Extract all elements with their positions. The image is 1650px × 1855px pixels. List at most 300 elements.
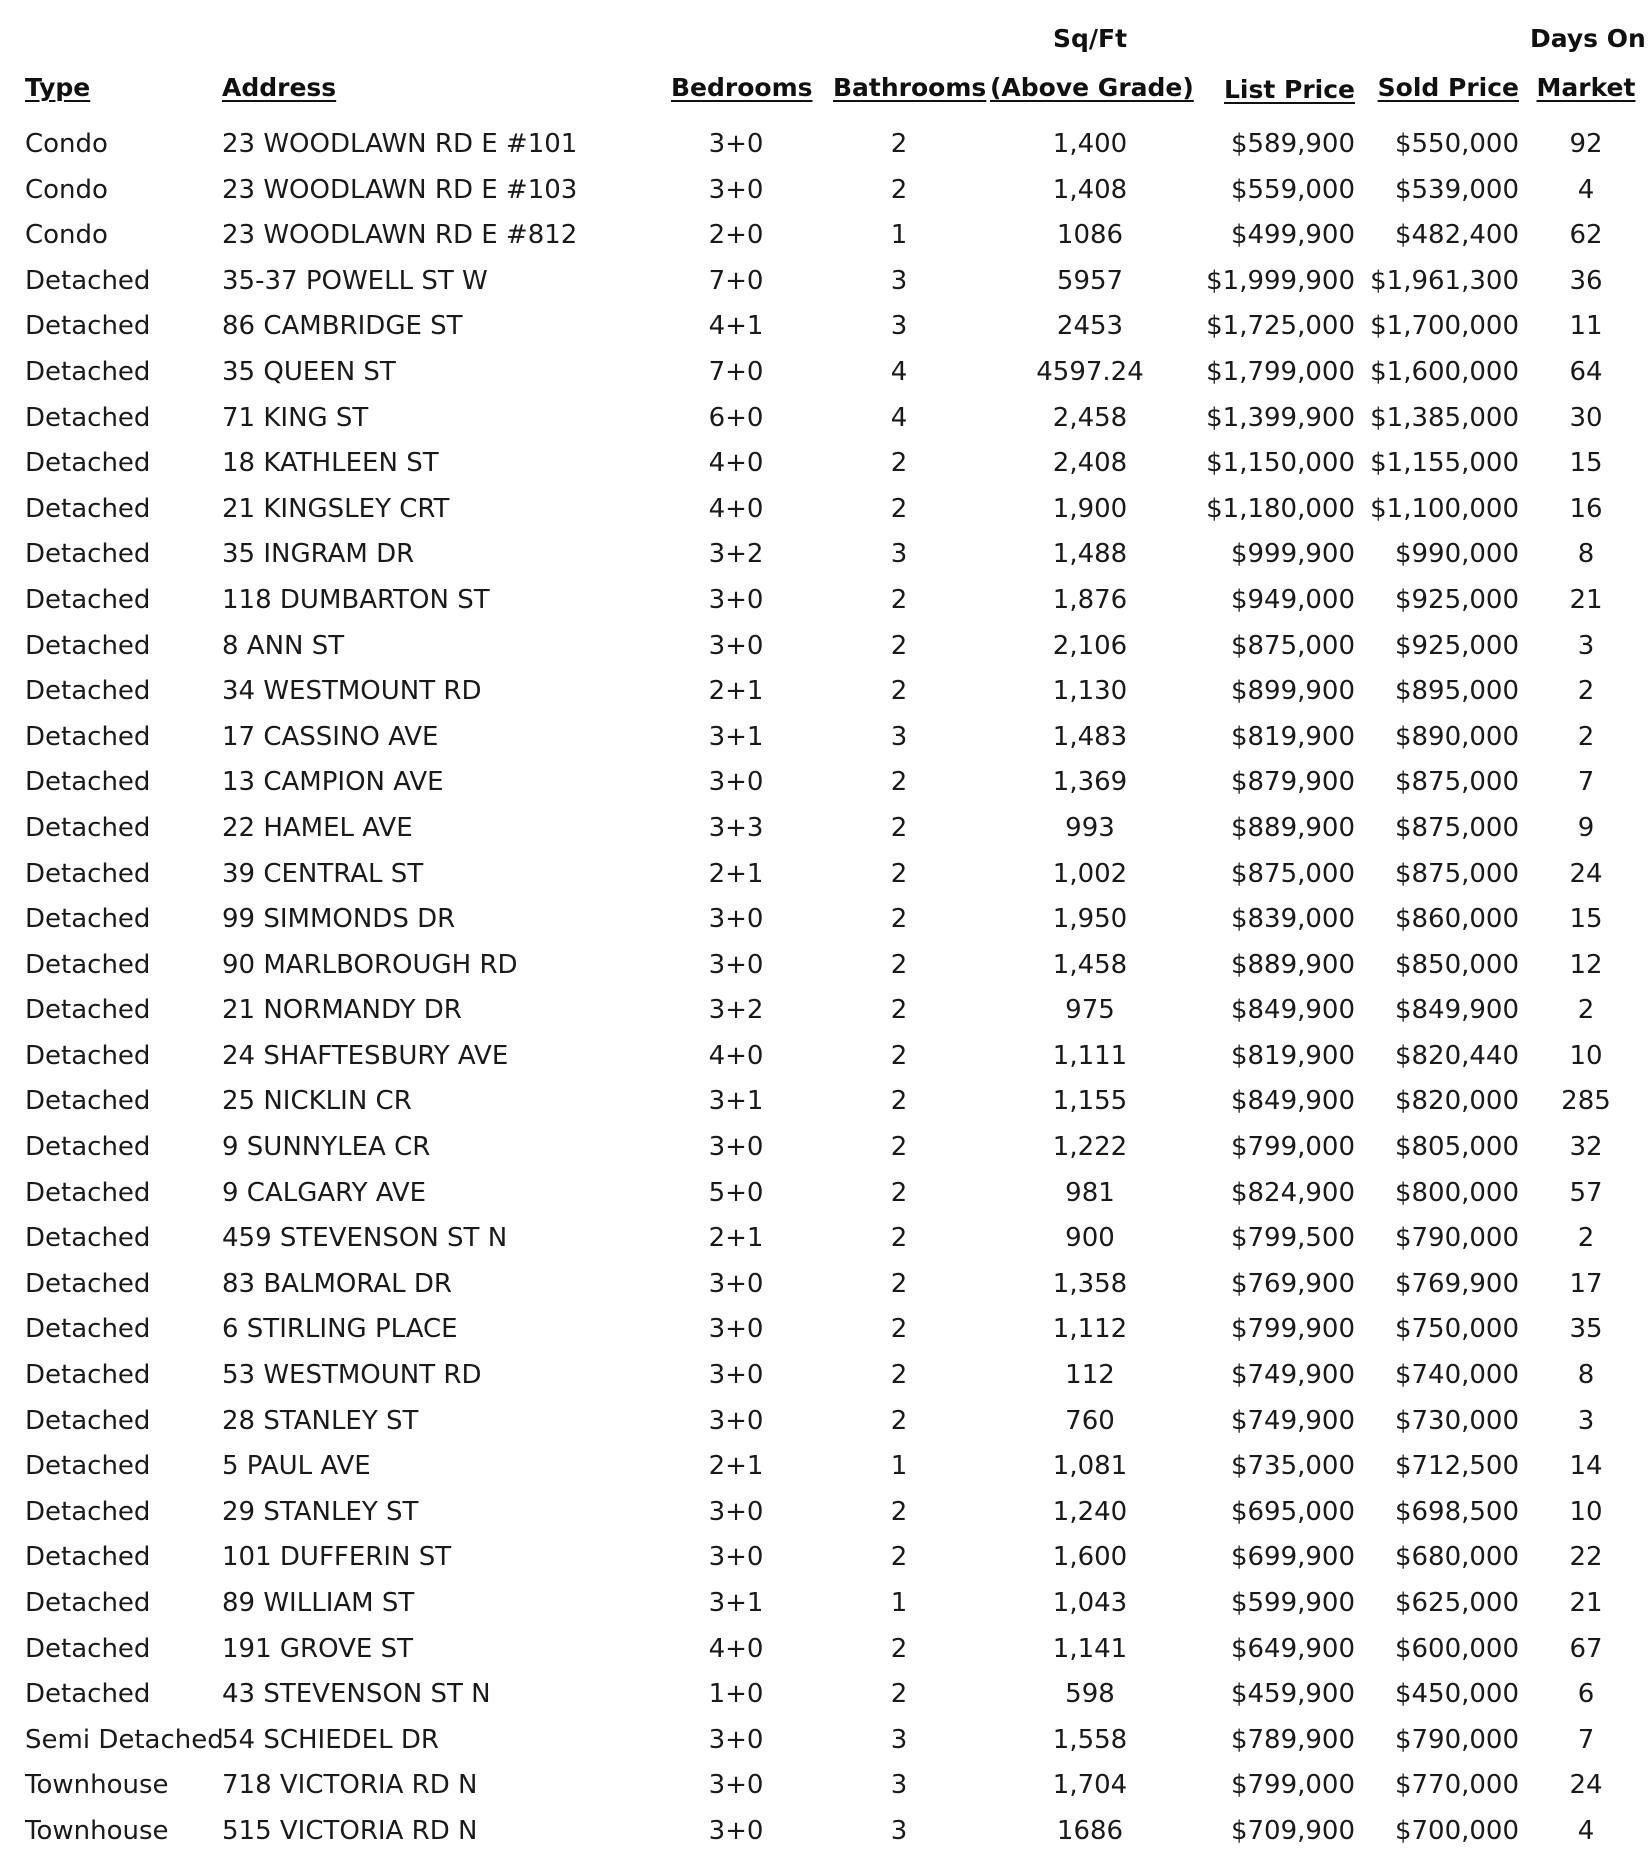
cell-address: 17 CASSINO AVE	[222, 721, 439, 752]
table-row	[0, 1490, 1650, 1536]
table-body	[0, 122, 1650, 1855]
cell-sold-price: $925,000	[1394, 630, 1519, 661]
cell-sold-price: $550,000	[1394, 129, 1519, 159]
cell-sqft: 1,112	[1052, 1314, 1128, 1345]
cell-sold-price: $850,000	[1394, 949, 1519, 980]
table-row	[0, 1718, 1650, 1764]
cell-sqft: 1,900	[1052, 493, 1128, 524]
cell-bathrooms: 2	[890, 129, 908, 159]
cell-type: Detached	[25, 1360, 151, 1391]
cell-list-price: $709,900	[1230, 1815, 1355, 1846]
cell-bathrooms: 3	[890, 1815, 908, 1846]
table-row	[0, 532, 1650, 578]
cell-type: Detached	[25, 1223, 151, 1254]
cell-bathrooms: 3	[890, 1770, 908, 1801]
cell-address: 53 WESTMOUNT RD	[222, 1360, 482, 1391]
cell-bathrooms: 3	[890, 265, 908, 296]
cell-type: Detached	[25, 1314, 151, 1345]
cell-address: 35 INGRAM DR	[222, 539, 415, 570]
cell-sqft: 981	[1065, 1177, 1115, 1208]
cell-list-price: $875,000	[1230, 630, 1355, 661]
cell-bedrooms: 3+0	[708, 904, 764, 935]
cell-address: 99 SIMMONDS DR	[222, 904, 456, 935]
cell-sqft: 900	[1065, 1223, 1115, 1254]
cell-bathrooms: 2	[890, 1223, 908, 1254]
cell-type: Detached	[25, 584, 151, 615]
cell-bathrooms: 2	[890, 584, 908, 615]
cell-type: Detached	[25, 1633, 151, 1664]
cell-sqft: 975	[1065, 995, 1115, 1026]
cell-list-price: $695,000	[1230, 1496, 1355, 1527]
cell-days-on-market: 64	[1569, 356, 1603, 387]
table-row	[0, 1125, 1650, 1171]
cell-list-price: $999,900	[1230, 539, 1355, 570]
cell-bedrooms: 7+0	[708, 356, 764, 387]
cell-sqft: 1,369	[1052, 767, 1128, 798]
cell-bedrooms: 3+2	[708, 995, 764, 1026]
cell-days-on-market: 15	[1569, 448, 1603, 479]
cell-address: 515 VICTORIA RD N	[222, 1815, 478, 1846]
cell-bedrooms: 3+1	[708, 1086, 764, 1117]
cell-bedrooms: 3+0	[708, 767, 764, 798]
table-row	[0, 1262, 1650, 1308]
cell-sold-price: $1,700,000	[1370, 311, 1519, 342]
cell-address: 21 KINGSLEY CRT	[222, 493, 450, 524]
cell-sold-price: $849,900	[1394, 995, 1519, 1026]
table-row	[0, 943, 1650, 989]
cell-address: 25 NICKLIN CR	[222, 1086, 412, 1117]
cell-bedrooms: 3+0	[708, 1815, 764, 1846]
table-row	[0, 350, 1650, 396]
cell-bathrooms: 2	[890, 1360, 908, 1391]
cell-sqft: 1,358	[1052, 1268, 1128, 1299]
cell-address: 35-37 POWELL ST W	[222, 265, 488, 296]
cell-sold-price: $1,100,000	[1370, 493, 1519, 524]
cell-address: 18 KATHLEEN ST	[222, 448, 439, 479]
cell-sold-price: $890,000	[1394, 721, 1519, 752]
cell-type: Detached	[25, 1040, 151, 1071]
cell-type: Detached	[25, 1132, 151, 1163]
table-row	[0, 1763, 1650, 1809]
cell-days-on-market: 92	[1569, 129, 1603, 159]
cell-sold-price: $450,000	[1394, 1679, 1519, 1710]
cell-sqft: 1,458	[1052, 949, 1128, 980]
cell-bedrooms: 3+0	[708, 1132, 764, 1163]
cell-sqft: 1086	[1056, 220, 1124, 251]
cell-bathrooms: 2	[890, 1086, 908, 1117]
cell-sold-price: $680,000	[1394, 1542, 1519, 1573]
cell-list-price: $749,900	[1230, 1405, 1355, 1436]
cell-bathrooms: 2	[890, 995, 908, 1026]
cell-sqft: 993	[1065, 812, 1115, 843]
cell-days-on-market: 10	[1569, 1496, 1603, 1527]
cell-list-price: $799,000	[1230, 1770, 1355, 1801]
cell-sqft: 598	[1065, 1679, 1115, 1710]
header-sqft-line1: Sq/Ft	[1052, 24, 1128, 53]
cell-type: Detached	[25, 676, 151, 707]
cell-bedrooms: 3+0	[708, 630, 764, 661]
header-list-price-label: List Price	[1223, 75, 1355, 104]
cell-sold-price: $730,000	[1394, 1405, 1519, 1436]
cell-list-price: $499,900	[1230, 220, 1355, 251]
cell-sold-price: $895,000	[1394, 676, 1519, 707]
cell-address: 86 CAMBRIDGE ST	[222, 311, 463, 342]
cell-type: Detached	[25, 356, 151, 387]
cell-address: 13 CAMPION AVE	[222, 767, 444, 798]
cell-list-price: $1,799,000	[1206, 356, 1355, 387]
cell-bedrooms: 4+1	[708, 311, 764, 342]
cell-bathrooms: 2	[890, 904, 908, 935]
cell-days-on-market: 10	[1569, 1040, 1603, 1071]
cell-days-on-market: 7	[1577, 1724, 1595, 1755]
cell-days-on-market: 3	[1577, 1405, 1595, 1436]
cell-address: 24 SHAFTESBURY AVE	[222, 1040, 509, 1071]
cell-days-on-market: 21	[1569, 584, 1603, 615]
cell-sqft: 1,155	[1052, 1086, 1128, 1117]
cell-address: 6 STIRLING PLACE	[222, 1314, 458, 1345]
cell-days-on-market: 67	[1569, 1633, 1603, 1664]
cell-list-price: $889,900	[1230, 949, 1355, 980]
table-row	[0, 304, 1650, 350]
cell-sqft: 112	[1065, 1360, 1115, 1391]
cell-address: 23 WOODLAWN RD E #812	[222, 220, 578, 251]
cell-bedrooms: 3+0	[708, 949, 764, 980]
cell-type: Townhouse	[25, 1770, 169, 1801]
header-type	[25, 73, 90, 102]
cell-type: Detached	[25, 1679, 151, 1710]
cell-bathrooms: 4	[890, 402, 908, 433]
cell-days-on-market: 4	[1577, 1815, 1595, 1846]
cell-list-price: $1,725,000	[1206, 311, 1355, 342]
cell-list-price: $849,900	[1230, 995, 1355, 1026]
cell-address: 5 PAUL AVE	[222, 1451, 371, 1482]
cell-sold-price: $750,000	[1394, 1314, 1519, 1345]
header-days-on-market-line2	[1530, 73, 1642, 102]
cell-bedrooms: 3+1	[708, 721, 764, 752]
cell-type: Detached	[25, 493, 151, 524]
cell-sold-price: $925,000	[1394, 584, 1519, 615]
table-row	[0, 259, 1650, 305]
cell-days-on-market: 2	[1577, 995, 1595, 1026]
cell-bathrooms: 2	[890, 1177, 908, 1208]
cell-sold-price: $860,000	[1394, 904, 1519, 935]
header-bedrooms	[671, 73, 813, 102]
table-row	[0, 441, 1650, 487]
cell-list-price: $789,900	[1230, 1724, 1355, 1755]
cell-address: 23 WOODLAWN RD E #101	[222, 129, 578, 159]
cell-days-on-market: 17	[1569, 1268, 1603, 1299]
cell-sold-price: $769,900	[1394, 1268, 1519, 1299]
cell-sold-price: $790,000	[1394, 1223, 1519, 1254]
cell-list-price: $949,000	[1230, 584, 1355, 615]
table-row	[0, 1079, 1650, 1125]
cell-bedrooms: 2+1	[708, 676, 764, 707]
cell-bathrooms: 2	[890, 630, 908, 661]
cell-bedrooms: 3+0	[708, 1314, 764, 1345]
cell-address: 29 STANLEY ST	[222, 1496, 419, 1527]
cell-days-on-market: 21	[1569, 1588, 1603, 1618]
cell-list-price: $749,900	[1230, 1360, 1355, 1391]
cell-list-price: $559,000	[1230, 174, 1355, 205]
cell-list-price: $599,900	[1230, 1588, 1355, 1618]
cell-bathrooms: 1	[890, 1588, 908, 1618]
table-row	[0, 1672, 1650, 1718]
table-row	[0, 487, 1650, 533]
cell-bathrooms: 2	[890, 174, 908, 205]
cell-days-on-market: 6	[1577, 1679, 1595, 1710]
table-row	[0, 1034, 1650, 1080]
cell-address: 89 WILLIAM ST	[222, 1588, 415, 1618]
cell-address: 35 QUEEN ST	[222, 356, 396, 387]
cell-bedrooms: 3+0	[708, 1405, 764, 1436]
cell-address: 43 STEVENSON ST N	[222, 1679, 491, 1710]
cell-days-on-market: 32	[1569, 1132, 1603, 1163]
cell-list-price: $1,150,000	[1206, 448, 1355, 479]
cell-address: 118 DUMBARTON ST	[222, 584, 490, 615]
table-row	[0, 1535, 1650, 1581]
table-row	[0, 1809, 1650, 1855]
cell-list-price: $879,900	[1230, 767, 1355, 798]
cell-sqft: 1,222	[1052, 1132, 1128, 1163]
cell-address: 23 WOODLAWN RD E #103	[222, 174, 578, 205]
cell-sqft: 1,600	[1052, 1542, 1128, 1573]
cell-list-price: $799,000	[1230, 1132, 1355, 1163]
cell-days-on-market: 24	[1569, 858, 1603, 889]
cell-bedrooms: 3+0	[708, 1542, 764, 1573]
table-row	[0, 1444, 1650, 1490]
table-row	[0, 852, 1650, 898]
cell-list-price: $889,900	[1230, 812, 1355, 843]
cell-days-on-market: 36	[1569, 265, 1603, 296]
cell-type: Detached	[25, 1496, 151, 1527]
cell-list-price: $769,900	[1230, 1268, 1355, 1299]
cell-bedrooms: 5+0	[708, 1177, 764, 1208]
cell-bedrooms: 6+0	[708, 402, 764, 433]
header-sold-price-label: Sold Price	[1377, 73, 1519, 102]
cell-days-on-market: 2	[1577, 721, 1595, 752]
header-days-on-market-line1: Days On	[1530, 24, 1646, 53]
cell-sold-price: $770,000	[1394, 1770, 1519, 1801]
cell-days-on-market: 11	[1569, 311, 1603, 342]
cell-type: Detached	[25, 1177, 151, 1208]
cell-bedrooms: 2+1	[708, 1223, 764, 1254]
table-row	[0, 760, 1650, 806]
cell-type: Detached	[25, 1086, 151, 1117]
cell-address: 21 NORMANDY DR	[222, 995, 462, 1026]
cell-sqft: 1,111	[1052, 1040, 1128, 1071]
cell-address: 22 HAMEL AVE	[222, 812, 413, 843]
cell-sqft: 1,876	[1052, 584, 1128, 615]
cell-bathrooms: 2	[890, 1496, 908, 1527]
table-row	[0, 669, 1650, 715]
cell-bathrooms: 2	[890, 1405, 908, 1436]
cell-list-price: $799,900	[1230, 1314, 1355, 1345]
cell-bedrooms: 4+0	[708, 448, 764, 479]
cell-list-price: $735,000	[1230, 1451, 1355, 1482]
cell-sqft: 1,950	[1052, 904, 1128, 935]
cell-type: Condo	[25, 129, 108, 159]
cell-address: 54 SCHIEDEL DR	[222, 1724, 439, 1755]
cell-sqft: 1,130	[1052, 676, 1128, 707]
cell-bathrooms: 2	[890, 676, 908, 707]
cell-bedrooms: 3+0	[708, 1268, 764, 1299]
cell-sqft: 1,558	[1052, 1724, 1128, 1755]
cell-days-on-market: 3	[1577, 630, 1595, 661]
cell-type: Detached	[25, 904, 151, 935]
cell-bedrooms: 3+3	[708, 812, 764, 843]
cell-type: Detached	[25, 949, 151, 980]
cell-bathrooms: 3	[890, 539, 908, 570]
header-sqft-line2	[990, 73, 1194, 102]
cell-address: 90 MARLBOROUGH RD	[222, 949, 518, 980]
cell-bedrooms: 7+0	[708, 265, 764, 296]
cell-bathrooms: 2	[890, 949, 908, 980]
cell-sold-price: $482,400	[1394, 220, 1519, 251]
cell-list-price: $839,000	[1230, 904, 1355, 935]
cell-days-on-market: 14	[1569, 1451, 1603, 1482]
cell-sold-price: $625,000	[1394, 1588, 1519, 1618]
cell-bathrooms: 1	[890, 1451, 908, 1482]
cell-bathrooms: 4	[890, 356, 908, 387]
cell-list-price: $819,900	[1230, 721, 1355, 752]
table-row	[0, 168, 1650, 214]
cell-sold-price: $1,961,300	[1370, 265, 1519, 296]
cell-days-on-market: 8	[1577, 539, 1595, 570]
cell-days-on-market: 7	[1577, 767, 1595, 798]
cell-sqft: 1,408	[1052, 174, 1128, 205]
cell-type: Detached	[25, 995, 151, 1026]
cell-days-on-market: 2	[1577, 676, 1595, 707]
cell-days-on-market: 8	[1577, 1360, 1595, 1391]
cell-type: Detached	[25, 630, 151, 661]
cell-bedrooms: 3+1	[708, 1588, 764, 1618]
cell-sqft: 1,483	[1052, 721, 1128, 752]
cell-sqft: 1,043	[1052, 1588, 1128, 1618]
cell-type: Detached	[25, 311, 151, 342]
cell-list-price: $875,000	[1230, 858, 1355, 889]
cell-sqft: 1,081	[1052, 1451, 1128, 1482]
cell-list-price: $824,900	[1230, 1177, 1355, 1208]
header-bedrooms-label: Bedrooms	[671, 73, 813, 102]
cell-bedrooms: 4+0	[708, 493, 764, 524]
cell-list-price: $899,900	[1230, 676, 1355, 707]
cell-type: Condo	[25, 174, 108, 205]
cell-bedrooms: 1+0	[708, 1679, 764, 1710]
cell-bedrooms: 3+0	[708, 584, 764, 615]
table-row	[0, 1353, 1650, 1399]
cell-type: Detached	[25, 1542, 151, 1573]
cell-bedrooms: 2+0	[708, 220, 764, 251]
cell-address: 101 DUFFERIN ST	[222, 1542, 452, 1573]
cell-address: 34 WESTMOUNT RD	[222, 676, 482, 707]
cell-list-price: $1,180,000	[1206, 493, 1355, 524]
cell-sqft: 1,400	[1052, 129, 1128, 159]
cell-sold-price: $875,000	[1394, 812, 1519, 843]
cell-days-on-market: 24	[1569, 1770, 1603, 1801]
table-row	[0, 578, 1650, 624]
cell-type: Detached	[25, 265, 151, 296]
cell-bathrooms: 2	[890, 1633, 908, 1664]
table-row	[0, 1171, 1650, 1217]
cell-list-price: $819,900	[1230, 1040, 1355, 1071]
cell-type: Detached	[25, 812, 151, 843]
cell-sold-price: $820,000	[1394, 1086, 1519, 1117]
cell-sqft: 5957	[1056, 265, 1124, 296]
header-address-label: Address	[222, 73, 337, 102]
cell-sqft: 1,488	[1052, 539, 1128, 570]
table-row	[0, 897, 1650, 943]
cell-days-on-market: 16	[1569, 493, 1603, 524]
table-row	[0, 1216, 1650, 1262]
cell-bedrooms: 3+0	[708, 1360, 764, 1391]
cell-address: 83 BALMORAL DR	[222, 1268, 452, 1299]
cell-type: Townhouse	[25, 1815, 169, 1846]
cell-bathrooms: 2	[890, 1268, 908, 1299]
table-row	[0, 715, 1650, 761]
cell-sold-price: $698,500	[1394, 1496, 1519, 1527]
cell-sqft: 2453	[1056, 311, 1124, 342]
cell-list-price: $699,900	[1230, 1542, 1355, 1573]
cell-address: 191 GROVE ST	[222, 1633, 413, 1664]
cell-list-price: $1,399,900	[1206, 402, 1355, 433]
cell-type: Detached	[25, 1451, 151, 1482]
table-row	[0, 122, 1650, 168]
cell-sold-price: $790,000	[1394, 1724, 1519, 1755]
cell-type: Detached	[25, 1588, 151, 1618]
cell-type: Detached	[25, 1405, 151, 1436]
cell-sold-price: $875,000	[1394, 858, 1519, 889]
cell-list-price: $1,999,900	[1206, 265, 1355, 296]
cell-bedrooms: 4+0	[708, 1633, 764, 1664]
cell-list-price: $849,900	[1230, 1086, 1355, 1117]
cell-bathrooms: 2	[890, 858, 908, 889]
cell-bedrooms: 3+0	[708, 129, 764, 159]
cell-sqft: 1,002	[1052, 858, 1128, 889]
cell-sqft: 1,141	[1052, 1633, 1128, 1664]
cell-days-on-market: 22	[1569, 1542, 1603, 1573]
cell-type: Detached	[25, 858, 151, 889]
cell-sqft: 1,240	[1052, 1496, 1128, 1527]
cell-days-on-market: 35	[1569, 1314, 1603, 1345]
cell-sqft: 2,458	[1052, 402, 1128, 433]
cell-list-price: $459,900	[1230, 1679, 1355, 1710]
cell-bathrooms: 1	[890, 220, 908, 251]
cell-days-on-market: 62	[1569, 220, 1603, 251]
cell-type: Detached	[25, 721, 151, 752]
header-sold-price	[1345, 73, 1519, 102]
cell-type: Semi Detached	[25, 1724, 224, 1755]
cell-sold-price: $1,155,000	[1370, 448, 1519, 479]
cell-bathrooms: 2	[890, 1542, 908, 1573]
cell-sold-price: $600,000	[1394, 1633, 1519, 1664]
cell-sqft: 2,106	[1052, 630, 1128, 661]
cell-bathrooms: 2	[890, 1132, 908, 1163]
cell-days-on-market: 12	[1569, 949, 1603, 980]
cell-bedrooms: 2+1	[708, 1451, 764, 1482]
cell-type: Detached	[25, 539, 151, 570]
cell-address: 39 CENTRAL ST	[222, 858, 424, 889]
table-row	[0, 624, 1650, 670]
cell-sold-price: $700,000	[1394, 1815, 1519, 1846]
cell-sold-price: $1,600,000	[1370, 356, 1519, 387]
cell-address: 71 KING ST	[222, 402, 369, 433]
cell-list-price: $649,900	[1230, 1633, 1355, 1664]
cell-days-on-market: 30	[1569, 402, 1603, 433]
cell-type: Condo	[25, 220, 108, 251]
cell-sold-price: $875,000	[1394, 767, 1519, 798]
cell-address: 9 SUNNYLEA CR	[222, 1132, 431, 1163]
cell-sqft: 760	[1065, 1405, 1115, 1436]
